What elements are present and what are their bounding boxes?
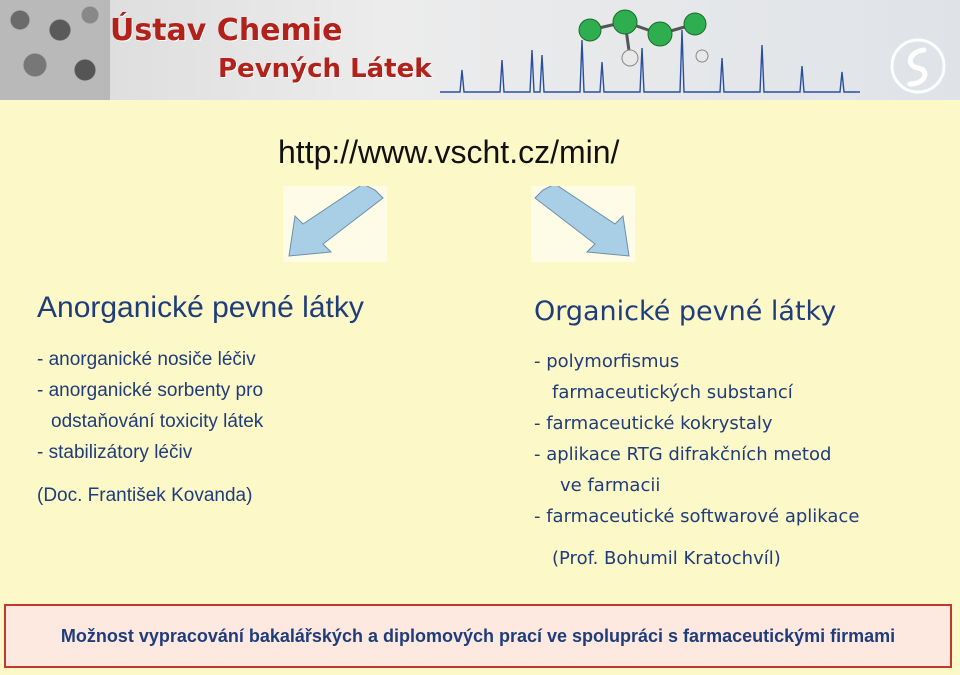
organic-author: (Prof. Bohumil Kratochvíl) — [552, 548, 781, 569]
list-item: - polymorfismus — [534, 351, 680, 372]
diffraction-spectrum-image — [440, 0, 860, 100]
list-item: - aplikace RTG difrakčních metod — [534, 444, 832, 465]
inorganic-title: Anorganické pevné látky — [37, 291, 364, 324]
department-url[interactable]: http://www.vscht.cz/min/ — [278, 134, 620, 170]
list-item: - farmaceutické softwarové aplikace — [534, 506, 860, 527]
arrow-down-right-icon — [531, 186, 635, 262]
institute-title: Ústav Chemie — [110, 13, 343, 48]
list-item: - stabilizátory léčiv — [37, 442, 193, 463]
list-item: odstaňování toxicity látek — [51, 411, 264, 432]
list-item: - anorganické sorbenty pro — [37, 380, 264, 401]
institute-subtitle: Pevných Látek — [218, 54, 432, 84]
crystal-structure-image — [0, 0, 110, 100]
footer-text: Možnost vypracování bakalářských a diplomových prací ve spolupráci s farmaceutickými firmami — [60, 626, 896, 646]
list-item: ve farmacii — [560, 475, 661, 496]
list-item: - anorganické nosiče léčiv — [37, 349, 256, 370]
footer-notice — [4, 604, 952, 668]
inorganic-list — [37, 344, 263, 468]
vscht-logo-icon — [890, 38, 946, 94]
organic-list — [534, 346, 859, 532]
list-item: - farmaceutické kokrystaly — [534, 413, 773, 434]
arrow-down-left-icon — [283, 186, 387, 262]
list-item: farmaceutických substancí — [552, 382, 793, 403]
molecule-image — [579, 10, 708, 66]
inorganic-author: (Doc. František Kovanda) — [37, 485, 253, 506]
organic-title: Organické pevné látky — [534, 296, 837, 327]
header-banner — [0, 0, 960, 100]
